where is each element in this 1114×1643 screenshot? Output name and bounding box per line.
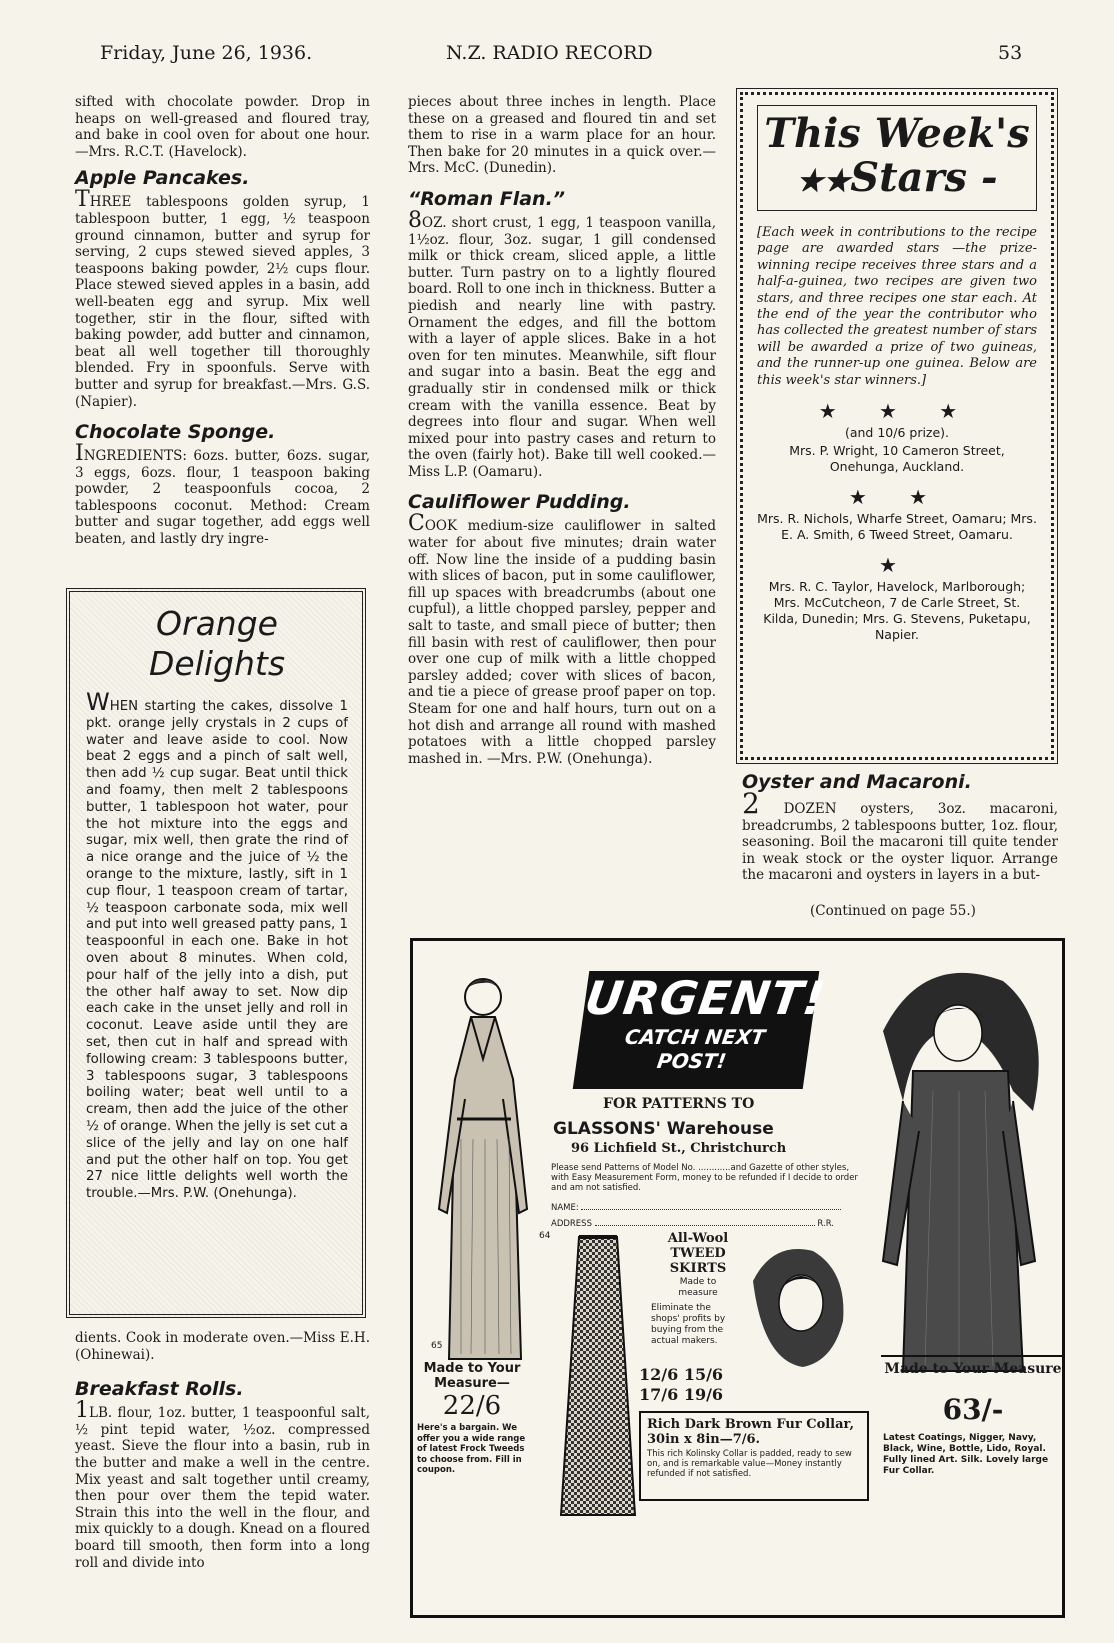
price-22-6: 22/6 bbox=[442, 1391, 502, 1421]
glassons-warehouse-name: GLASSONS' Warehouse bbox=[553, 1119, 774, 1139]
one-star-winners: Mrs. R. C. Taylor, Havelock, Marlborough; Mrs. McCutcheon, 7 de Carle Street, St. Kilda, Dunedin; Mrs. G. Stevens, Puketapu, Napier. bbox=[763, 579, 1031, 643]
roman-flan-title: “Roman Flan.” bbox=[408, 187, 566, 210]
chocolate-sponge-title: Chocolate Sponge. bbox=[75, 421, 276, 444]
two-star-winners: Mrs. R. Nichols, Wharfe Street, Oamaru; Mrs. E. A. Smith, 6 Tweed Street, Oamaru. bbox=[757, 511, 1037, 543]
two-stars-icon: ★ ★ bbox=[848, 485, 946, 510]
model-64-label: 64 bbox=[539, 1231, 551, 1241]
stars-title-text: Stars - bbox=[850, 154, 998, 201]
coatings-text: Latest Coatings, Nigger, Navy, Black, Wine, Bottle, Lido, Royal. Fully lined Art. Silk. Lovely large Fur Collar. bbox=[883, 1433, 1049, 1476]
stars-title-line2 bbox=[762, 156, 1032, 204]
oyster-macaroni-body bbox=[742, 787, 1058, 884]
order-form-text: Please send Patterns of Model No. ............and Gazette of other styles, with Easy Measurement Form, money to be refunded if I decide to order and am not satisfied. bbox=[551, 1163, 858, 1193]
catch-next-text: CATCH NEXT bbox=[623, 1025, 767, 1049]
rr-label: R.R. bbox=[817, 1219, 835, 1229]
woman-in-fur-coat-illustration bbox=[863, 961, 1053, 1381]
tweed-skirts-title: All-Wool TWEED SKIRTS bbox=[667, 1231, 729, 1276]
col2-intro: pieces about three inches in length. Place these on a greased and floured tin and set them to rise in a warm place for an hour. Then bake for 20 minutes in a quick over.—Mrs. McC. (Dunedin). bbox=[408, 94, 716, 177]
stars-title-line1: This Week's bbox=[764, 110, 1030, 157]
address-input[interactable] bbox=[595, 1225, 815, 1226]
apple-pancakes-body bbox=[75, 187, 370, 410]
made-to-measure-right: Made to Your Measure bbox=[884, 1361, 1062, 1377]
urgent-banner bbox=[573, 971, 830, 1089]
column-1-bottom bbox=[75, 1330, 370, 1573]
choc-drop-cap: I bbox=[75, 441, 84, 467]
fur-collar-box bbox=[639, 1411, 869, 1501]
oyster-macaroni-section bbox=[742, 770, 1058, 886]
tweed-skirt-illustration bbox=[553, 1231, 643, 1521]
price-63: 63/- bbox=[942, 1393, 1004, 1426]
cauliflower-pudding-body bbox=[408, 511, 716, 767]
roman-flan-body bbox=[408, 207, 716, 481]
skirts-made-to-measure: Made to measure bbox=[678, 1277, 718, 1298]
skirts-text: Eliminate the shops' profits by buying from the actual makers. bbox=[651, 1303, 726, 1346]
address-line bbox=[551, 1219, 867, 1229]
page-header bbox=[0, 42, 1114, 72]
orange-delights-title: Orange Delights bbox=[148, 604, 286, 683]
cauliflower-pudding-title: Cauliflower Pudding. bbox=[408, 491, 631, 514]
column-1-top bbox=[75, 94, 370, 550]
page-number: 53 bbox=[998, 42, 1023, 64]
cauliflower-pudding-text: OOK medium-size cauliflower in salted water for about five minutes; drain water off. Now line the inside of a pudding basin with slices of bacon, put in some cauliflower, fill up spaces with breadcrumbs (about one cupful), a little chopped parsley, pepper and salt to taste, and small piece of butter; then fill basin with rest of cauliflower, then pour over one cup of milk with a little chopped parsley added; cover with slices of bacon, and tie a piece of grease proof paper on top. Steam for one and half hours, turn out on a hot dish and arrange all round with mashed potatoes with a little chopped parsley mashed in. —Mrs. P.W. (Onehunga). bbox=[408, 518, 716, 767]
bargain-text: Here's a bargain. We offer you a wide range of latest Frock Tweeds to choose from. Fill in coupon. bbox=[417, 1423, 526, 1475]
right-divider bbox=[881, 1355, 1065, 1357]
column-2 bbox=[408, 94, 716, 769]
post-text: POST! bbox=[655, 1049, 728, 1073]
woman-in-frock-illustration bbox=[421, 969, 541, 1369]
rolls-drop-cap: 1 bbox=[75, 1398, 89, 1424]
apple-drop-cap: T bbox=[75, 187, 90, 213]
fur-collar-title: Rich Dark Brown Fur Collar, 30in x 8in—7/6. bbox=[647, 1417, 854, 1447]
continued-note: (Continued on page 55.) bbox=[810, 903, 976, 919]
cauli-drop-cap: C bbox=[408, 511, 425, 537]
oyster-macaroni-title: Oyster and Macaroni. bbox=[742, 771, 972, 793]
one-star-icon: ★ bbox=[879, 553, 915, 578]
model-65-label: 65 bbox=[431, 1341, 443, 1351]
urgent-text: URGENT! bbox=[581, 971, 830, 1025]
warehouse-address: 96 Lichfield St., Christchurch bbox=[571, 1141, 787, 1156]
breakfast-rolls-title: Breakfast Rolls. bbox=[75, 1378, 244, 1401]
orange-delights-box bbox=[66, 588, 366, 1318]
fur-collar-illustration bbox=[743, 1241, 853, 1371]
orange-delights-text: HEN starting the cakes, dissolve 1 pkt. orange jelly crystals in 2 cups of water and leave aside to cool. Now beat 2 eggs and a pinch of salt well, then add ½ cup sugar. Beat until thick and foamy, then melt 2 tablespoons butter, 1 tablespoon hot water, pour the hot mixture into the eggs and sugar, mix well, then grate the rind of a nice orange and the juice of ½ the orange to the mixture, lastly, sift in 1 cup flour, 1 teaspoon cream of tartar, ½ teaspoon carbonate soda, mix well and put into well greased patty pans, 1 teaspoonful in each one. Bake in hot oven about 8 minutes. When cold, pour half of the jelly into a dish, put the other half away to set. Now dip each cake in the unset jelly and roll in coconut. Leave aside until they are set, then cut in half and spread with following cream: 3 tablespoons butter, 3 tablespoons sugar, 3 tablespoons boiling water; beat well until to a cream, then add the juice of the other ½ of orange. When the jelly is set cut a slice of the jelly and lay on one half and put the other half on top. You get 27 nice little delights well worth the trouble.—Mrs. P.W. (Onehunga). bbox=[86, 699, 348, 1202]
stars-title bbox=[757, 105, 1037, 211]
oyster-macaroni-text: DOZEN oysters, 3oz. macaroni, breadcrumbs, 2 tablespoons butter, 1oz. flour, seasoning. Boil the macaroni till quite tender in weak stock or the oyster liquor. Arrange the macaroni and oysters in layers in a but- bbox=[742, 801, 1058, 884]
roman-flan-text: OZ. short crust, 1 egg, 1 teaspoon vanilla, 1½oz. flour, 3oz. sugar, 1 gill condensed milk or thick cream, sliced apple, a little butter. Turn pastry on to a lightly floured board. Roll to one inch in thickness. Butter a piedish and nearly line with pastry. Ornament the edges, and fill the bottom with a layer of apple slices. Bake in a hot oven for ten minutes. Meanwhile, sift flour and sugar into a basin. Beat the egg and gradually stir in condensed milk or thick cream with the vanilla essence. Beat by degrees into flour and sugar. When well mixed pour into pastry cases and return to the oven (fairly hot). Bake till well cooked.—Miss L.P. (Oamaru). bbox=[408, 214, 716, 480]
made-to-measure-left: Made to Your Measure— bbox=[423, 1361, 521, 1391]
skirt-prices-1: 12/6 15/6 bbox=[639, 1365, 724, 1384]
this-weeks-stars-box bbox=[740, 92, 1054, 760]
address-label: ADDRESS bbox=[551, 1219, 592, 1229]
prize-note: (and 10/6 prize). bbox=[844, 425, 950, 441]
apple-pancakes-title: Apple Pancakes. bbox=[75, 167, 250, 190]
flan-drop-cap: 8 bbox=[408, 207, 422, 233]
breakfast-rolls-text: LB. flour, 1oz. butter, 1 teaspoonful salt, ½ pint tepid water, ½oz. compressed yeast. Sieve the flour into a basin, rub in the butter and make a well in the centre. Mix yeast and salt together until creamy, then pour over them the tepid water. Strain this into the well in the flour, and mix quickly to a dough. Knead on a floured board till smooth, then form into a long roll and divide into bbox=[75, 1405, 370, 1571]
glassons-advertisement bbox=[410, 938, 1065, 1618]
orange-delights-body bbox=[86, 688, 348, 1203]
publication-title: N.Z. RADIO RECORD bbox=[446, 42, 653, 64]
order-form bbox=[551, 1163, 867, 1229]
chocolate-sponge-continued: dients. Cook in moderate oven.—Miss E.H. (Ohinewai). bbox=[75, 1330, 370, 1363]
chocolate-sponge-text: NGREDIENTS: 6ozs. butter, 6ozs. sugar, 3 eggs, 6ozs. flour, 1 teaspoon baking powder, 2 teaspoonfuls cocoa, 2 tablespoons coconut. Method: Cream butter and sugar together, add eggs well beaten, and lastly dry ingre- bbox=[75, 448, 370, 548]
three-stars-icon: ★ ★ ★ bbox=[818, 399, 976, 424]
name-label: NAME: bbox=[551, 1203, 579, 1213]
name-line bbox=[551, 1203, 867, 1213]
issue-date: Friday, June 26, 1936. bbox=[100, 42, 313, 64]
breakfast-rolls-body bbox=[75, 1398, 370, 1571]
name-input[interactable] bbox=[581, 1209, 841, 1210]
apple-pancakes-text: HREE tablespoons golden syrup, 1 tablespoon butter, 1 egg, ½ teaspoon ground cinnamon, butter and syrup for serving, 2 cups stewed sieved apples, 3 teaspoons baking powder, 2½ cups flour. Place stewed sieved apples in a basin, add well-beaten egg and syrup. Mix well together, stir in the flour, sifted with baking powder, add butter and cinnamon, beat all well together till thoroughly blended. Fry in spoonfuls. Serve with butter and syrup for breakfast.—Mrs. G.S. (Napier). bbox=[75, 194, 370, 410]
for-patterns-text: FOR PATTERNS TO bbox=[603, 1096, 755, 1112]
star-decoration-icon: ★★ bbox=[796, 164, 851, 199]
chocolate-sponge-body bbox=[75, 441, 370, 548]
col1-intro: sifted with chocolate powder. Drop in heaps on well-greased and floured tray, and bake in cool oven for about one hour.—Mrs. R.C.T. (Havelock). bbox=[75, 94, 370, 160]
orange-drop-cap: W bbox=[86, 688, 110, 716]
three-star-winner: Mrs. P. Wright, 10 Cameron Street, Onehunga, Auckland. bbox=[789, 443, 1005, 475]
fur-collar-text: This rich Kolinsky Collar is padded, ready to sew on, and is remarkable value—Money instantly refunded if not satisfied. bbox=[647, 1449, 852, 1479]
oyster-drop-cap: 2 bbox=[742, 787, 760, 820]
skirt-prices-2: 17/6 19/6 bbox=[639, 1385, 724, 1404]
stars-intro: [Each week in contributions to the recipe page are awarded stars —the prize-winning recipe receives three stars and a half-a-guinea, two recipes are given two stars, and three recipes one star each. At the end of the year the contributor who has collected the greatest number of stars will be awarded a prize of two guineas, and the runner-up one guinea. Below are this week's star winners.] bbox=[757, 225, 1037, 388]
